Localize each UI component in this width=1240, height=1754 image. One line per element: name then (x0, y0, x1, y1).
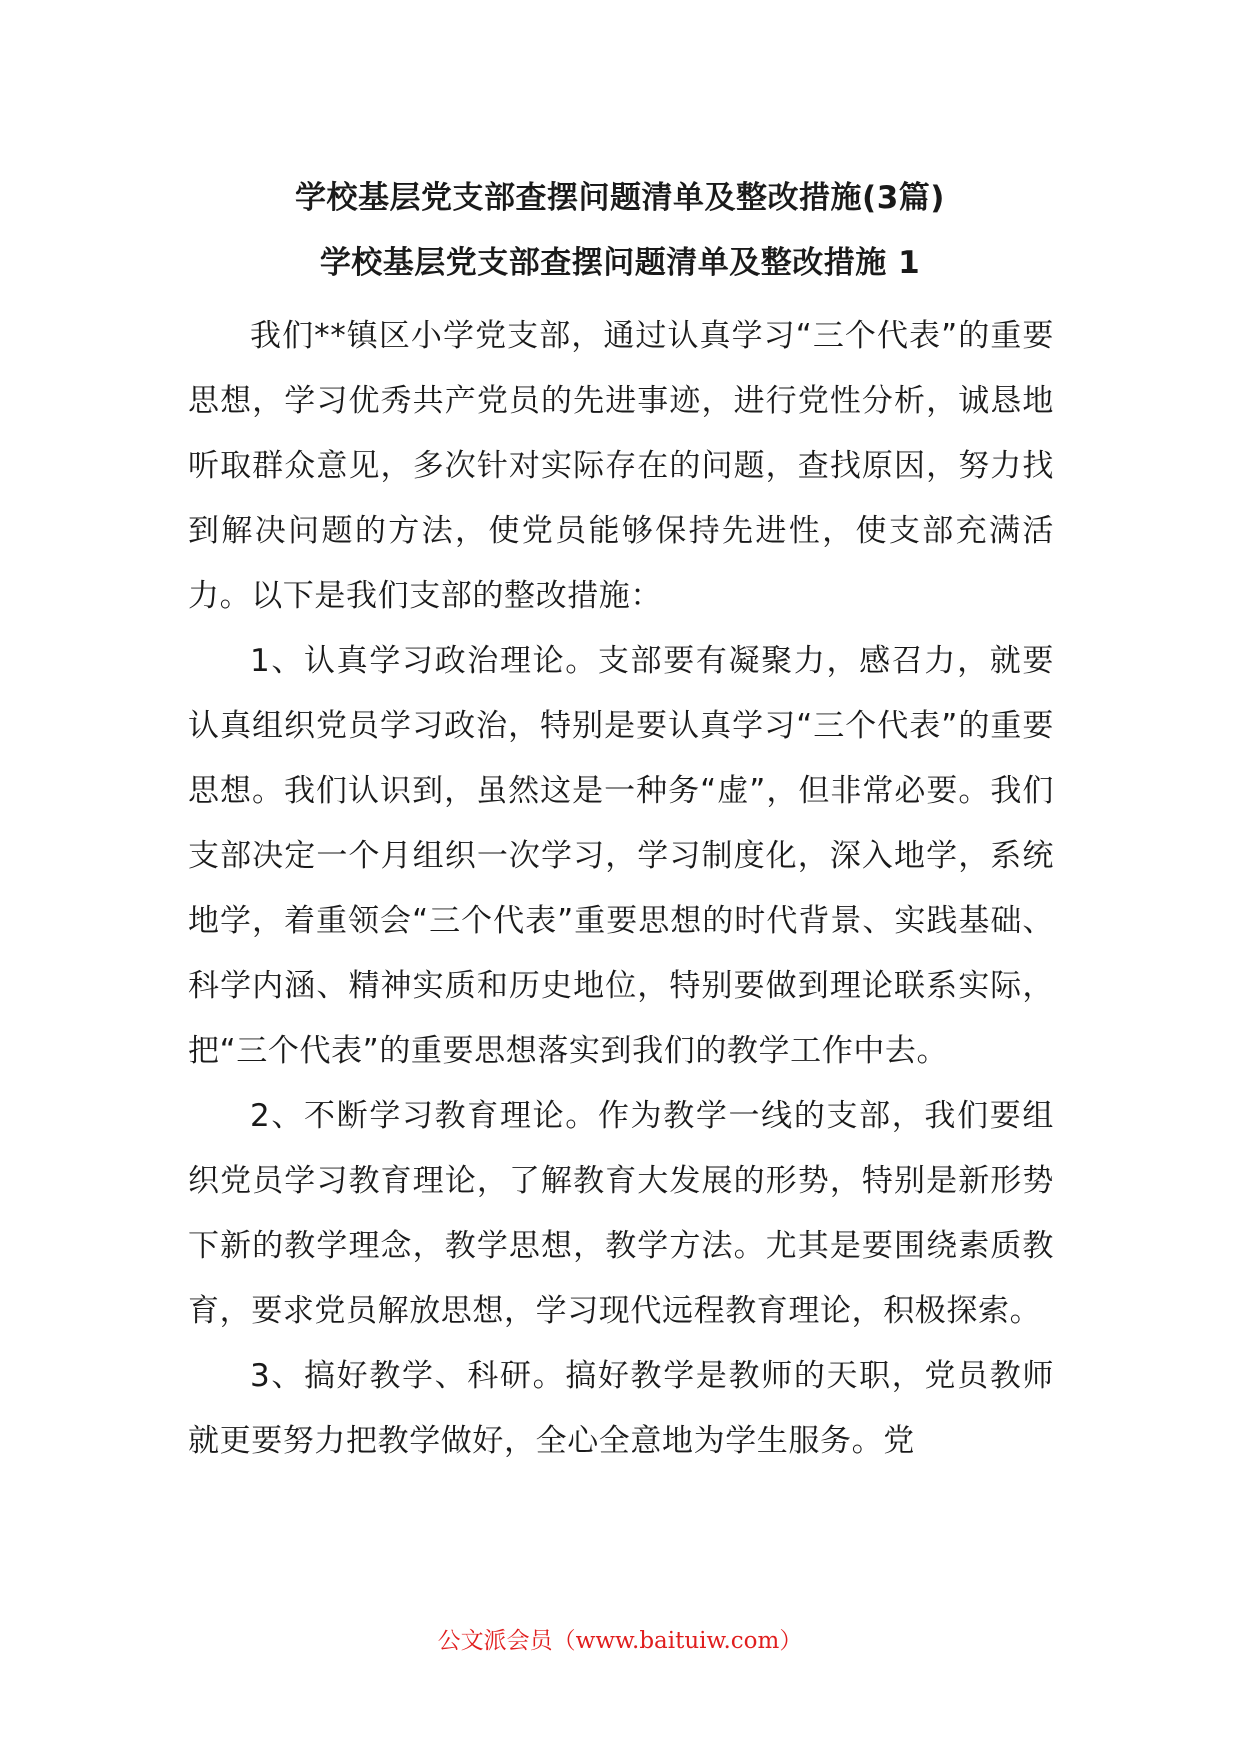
paragraph-intro: 我们**镇区小学党支部，通过认真学习“三个代表”的重要思想，学习优秀共产党员的先进事迹，进行党性分析，诚恳地听取群众意见，多次针对实际存在的问题，查找原因，努力找到解决问题的方法，使党员能够保持先进性，使支部充满活力。以下是我们支部的整改措施： (188, 318, 1054, 614)
document-title: 学校基层党支部查摆问题清单及整改措施(3篇) (295, 180, 945, 216)
section-title: 学校基层党支部查摆问题清单及整改措施 1 (319, 245, 921, 281)
document-body (188, 304, 1054, 1474)
paragraph-item-3: 3、搞好教学、科研。搞好教学是教师的天职，党员教师就更要努力把教学做好，全心全意地为学生服务。党 (188, 1358, 1054, 1459)
footer-watermark: 公文派会员（www.baituiw.com） (437, 1628, 803, 1654)
paragraph-item-1: 1、认真学习政治理论。支部要有凝聚力，感召力，就要认真组织党员学习政治，特别是要认真学习“三个代表”的重要思想。我们认识到，虽然这是一种务“虚”，但非常必要。我们支部决定一个月组织一次学习，学习制度化，深入地学，系统地学，着重领会“三个代表”重要思想的时代背景、实践基础、科学内涵、精神实质和历史地位，特别要做到理论联系实际，把“三个代表”的重要思想落实到我们的教学工作中去。 (188, 643, 1054, 1069)
paragraph-item-2: 2、不断学习教育理论。作为教学一线的支部，我们要组织党员学习教育理论，了解教育大发展的形势，特别是新形势下新的教学理念，教学思想，教学方法。尤其是要围绕素质教育，要求党员解放思想，学习现代远程教育理论，积极探索。 (188, 1098, 1054, 1329)
